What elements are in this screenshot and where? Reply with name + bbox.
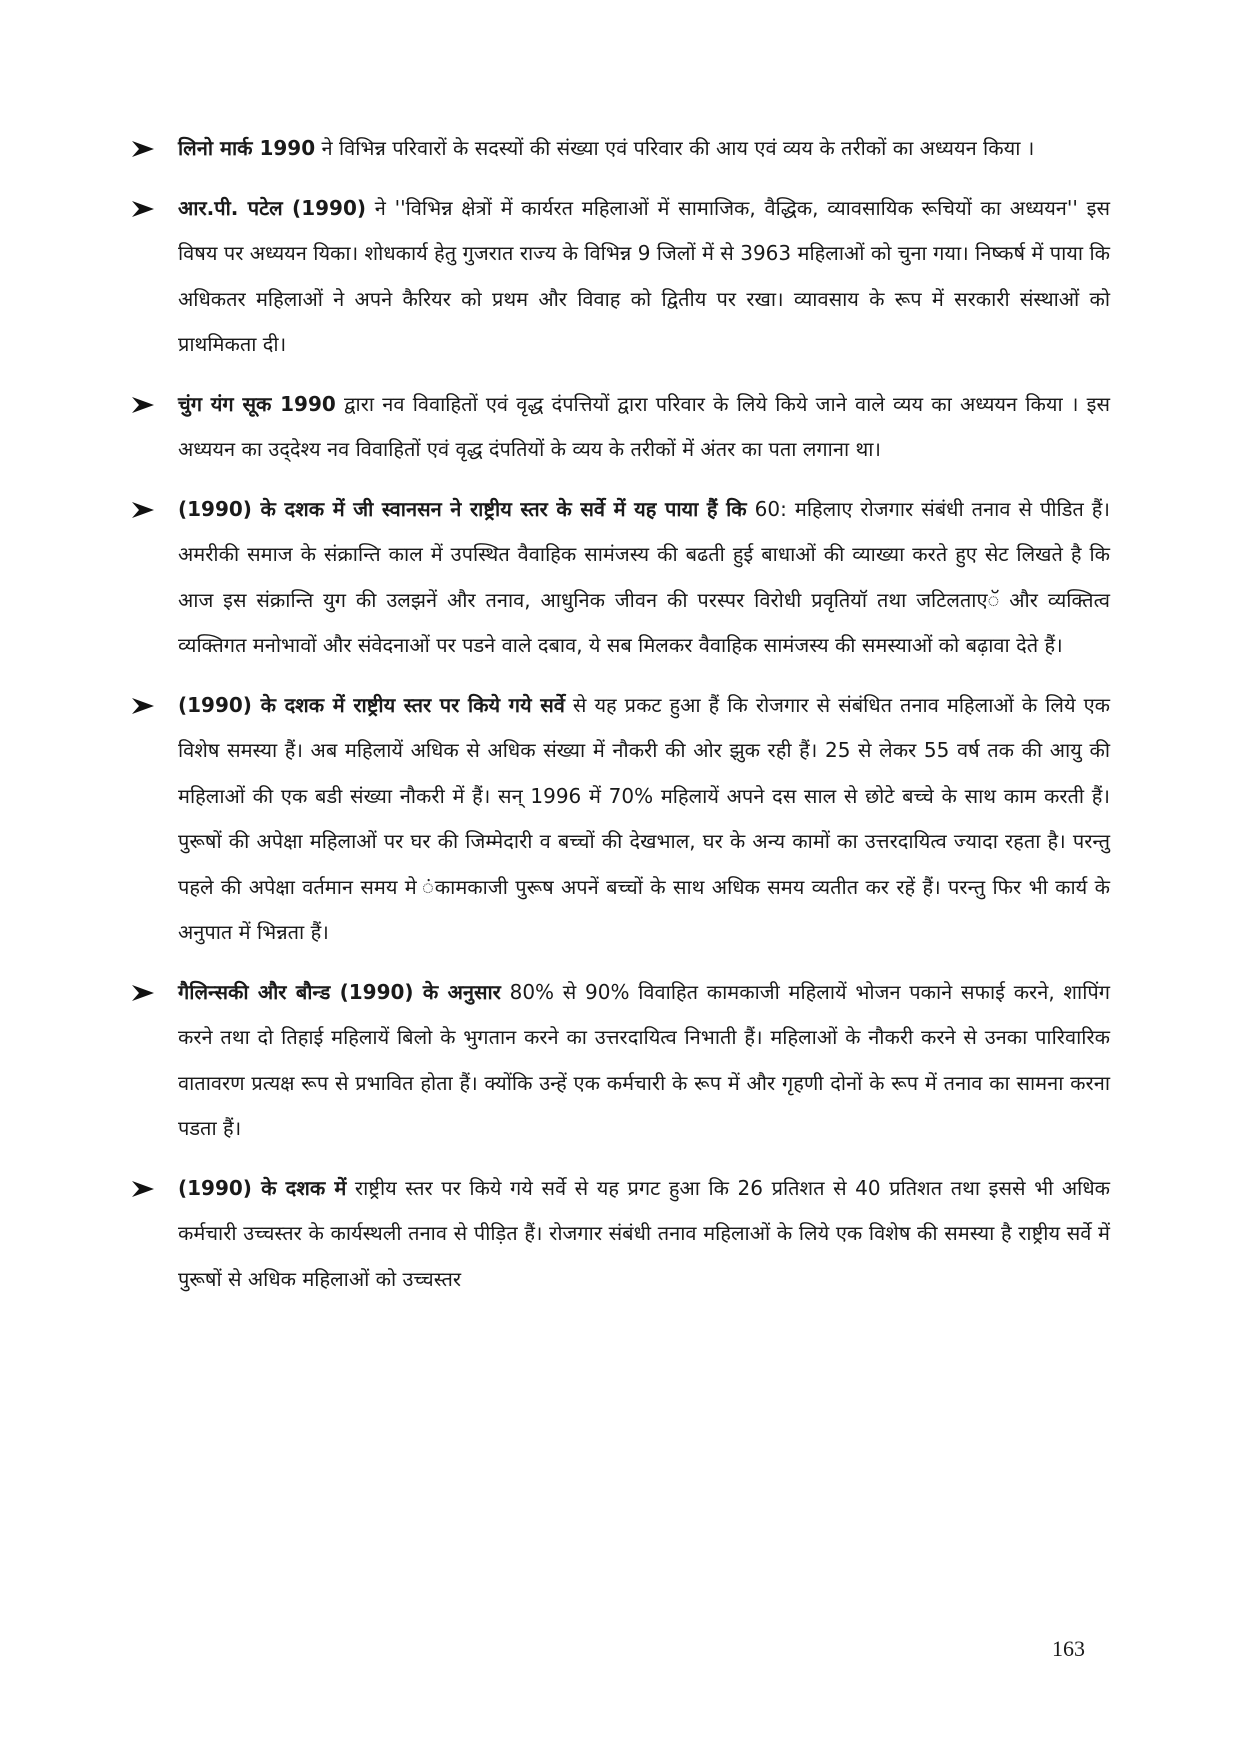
item-heading: चुंग यंग सूक 1990 (178, 391, 336, 416)
list-item (130, 126, 1110, 172)
item-text: ने ''विभिन्न क्षेत्रों में कार्यरत महिलाओं में सामाजिक, वैद्धिक, व्यावसायिक रूचियों का अध्ययन'' इस विषय पर अध्ययन यिका। शोधकार्य हेतु गुजरात राज्य के विभिन्न 9 जिलों में से 3963 महिलाओं को चुना गया। निष्कर्ष में पाया कि अधिकतर महिलाओं ने अपने कैरियर को प्रथम और विवाह को द्वितीय पर रखा। व्यावसाय के रूप में सरकारी संस्थाओं को प्राथमिकता दी। (178, 195, 1110, 356)
item-text: 60: महिलाए रोजगार संबंधी तनाव से पीडित हैं। अमरीकी समाज के संक्रान्ति काल में उपस्थित वैवाहिक सामंजस्य की बढती हुई बाधाओं की व्याख्या करते हुए सेट लिखते है कि आज इस संक्रान्ति युग की उलझनें और तनाव, आधुनिक जीवन की परस्पर विरोधी प्रवृतियॉ तथा जटिलताएॅ और व्यक्तित्व व्यक्तिगत मनोभावों और संवेदनाओं पर पडने वाले दबाव, ये सब मिलकर वैवाहिक सामंजस्य की समस्याओं को बढ़ावा देते हैं। (178, 496, 1110, 657)
item-heading: आर.पी. पटेल (1990) (178, 195, 367, 220)
arrow-bullet-icon (130, 140, 156, 158)
item-text: ने विभिन्न परिवारों के सदस्यों की संख्या एवं परिवार की आय एवं व्यय के तरीकों का अध्ययन किया । (315, 136, 1035, 160)
arrow-bullet-icon (130, 1180, 156, 1198)
list-item (130, 970, 1110, 1152)
list-item (130, 186, 1110, 368)
arrow-bullet-icon (130, 200, 156, 218)
literature-review-list (130, 126, 1110, 1314)
item-text: 80% से 90% विवाहित कामकाजी महिलायें भोजन पकाने सफाई करने, शापिंग करने तथा दो तिहाई महिलायें बिलो के भुगतान करने का उत्तरदायित्व निभाती हैं। महिलाओं के नौकरी करने से उनका पारिवारिक वातावरण प्रत्यक्ष रूप से प्रभावित होता हैं। क्योंकि उन्हें एक कर्मचारी के रूप में और गृहणी दोनों के रूप में तनाव का सामना करना पडता हैं। (178, 979, 1110, 1140)
item-heading: (1990) के दशक में (178, 1175, 347, 1200)
list-item (130, 683, 1110, 956)
arrow-bullet-icon (130, 984, 156, 1002)
item-text: से यह प्रकट हुआ हैं कि रोजगार से संबंधित तनाव महिलाओं के लिये एक विशेष समस्या हैं। अब महिलायें अधिक से अधिक संख्या में नौकरी की ओर झुक रही हैं। 25 से लेकर 55 वर्ष तक की आयु की महिलाओं की एक बडी संख्या नौकरी में हैं। सन् 1996 में 70% महिलायें अपने दस साल से छोटे बच्चे के साथ काम करती हैं। पुरूषों की अपेक्षा महिलाओं पर घर की जिम्मेदारी व बच्चों की देखभाल, घर के अन्य कामों का उत्तरदायित्व ज्यादा रहता है। परन्तु पहले की अपेक्षा वर्तमान समय मे ंकामकाजी पुरूष अपनें बच्चों के साथ अधिक समय व्यतीत कर रहें हैं। परन्तु फिर भी कार्य के अनुपात में भिन्नता हैं। (178, 692, 1110, 944)
item-text: द्वारा नव विवाहितों एवं वृद्ध दंपत्तियों द्वारा परिवार के लिये किये जाने वाले व्यय का अध्ययन किया । इस अध्ययन का उद्‌देश्य नव विवाहितों एवं वृद्ध दंपतियों के व्यय के तरीकों में अंतर का पता लगाना था। (178, 391, 1110, 461)
list-item (130, 487, 1110, 669)
item-heading: (1990) के दशक में राष्ट्रीय स्तर पर किये गये सर्वे (178, 692, 565, 717)
item-heading: (1990) के दशक में जी स्वानसन ने राष्ट्रीय स्तर के सर्वे में यह पाया हैं कि (178, 496, 747, 521)
item-heading: लिनो मार्क 1990 (178, 136, 316, 160)
arrow-bullet-icon (130, 697, 156, 715)
item-text: राष्ट्रीय स्तर पर किये गये सर्वे से यह प्रगट हुआ कि 26 प्रतिशत से 40 प्रतिशत तथा इससे भी अधिक कर्मचारी उच्चस्तर के कार्यस्थली तनाव से पीड़ित हैं। रोजगार संबंधी तनाव महिलाओं के लिये एक विशेष की समस्या है राष्ट्रीय सर्वे में पुरूषों से अधिक महिलाओं को उच्चस्तर (178, 1175, 1110, 1291)
list-item (130, 1166, 1110, 1303)
arrow-bullet-icon (130, 501, 156, 519)
item-heading: गैलिन्सकी और बौन्ड (1990) के अनुसार (178, 979, 501, 1004)
page-number: 163 (1052, 1636, 1085, 1661)
arrow-bullet-icon (130, 396, 156, 414)
list-item (130, 382, 1110, 473)
